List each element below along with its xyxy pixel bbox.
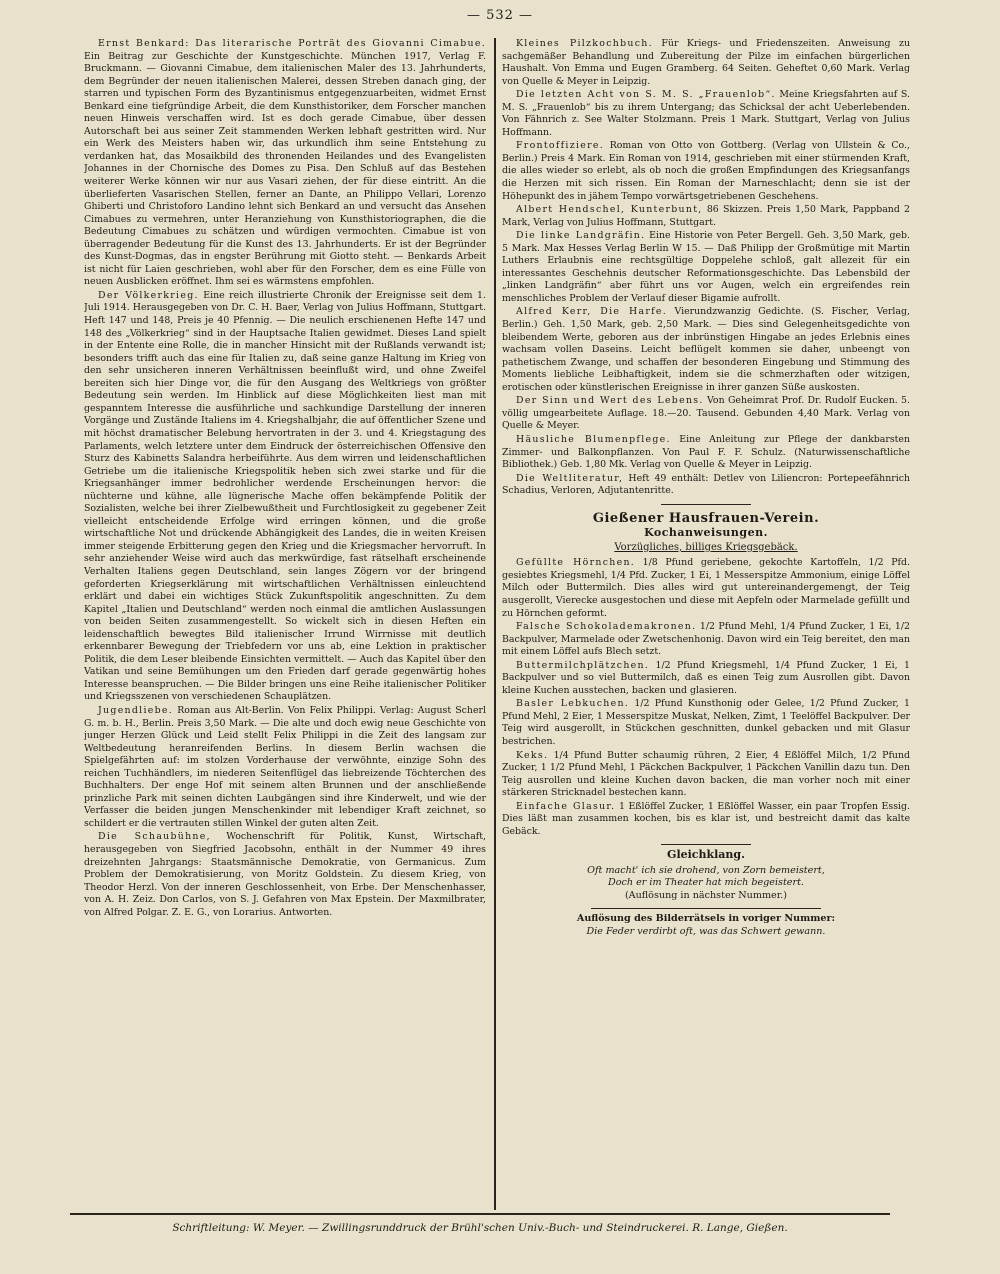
entry-head: Jugendliebe. [98,704,174,716]
recipe-text: 1 Eßlöffel Zucker, 1 Eßlöffel Wasser, ein paar Tropfen Essig. Dies läßt man zusammen kochen, bis es klar ist, und bestreicht damit das kalte Gebäck. [502,800,910,837]
entry-head: Der Völkerkrieg. [98,289,199,301]
entry-head: Alfred Kerr, Die Harfe. [516,306,668,318]
review-entry [84,38,486,289]
page-number: — 532 — [466,8,534,23]
recipe-entry [502,750,910,800]
entry-head: Ernst Benkard: Das literarische Porträt des Giovanni Cimabue. [98,38,486,49]
review-entry [502,434,910,472]
entry-head: Der Sinn und Wert des Lebens. [516,395,704,407]
recipe-head: Falsche Schokolademakronen. [516,621,697,633]
entry-text: Für Kriegs- und Friedenszeiten. Anweisung zu sachgemäßer Behandlung und Zubereitung der Pilze im einfachen bürgerlichen Haushalt. Von Emma und Eugen Gramberg. 64 Seiten. Geheftet 0,60 Mark. Verlag von Quelle & Meyer in Leipzig. [502,38,910,87]
association-subtitle: Kochanweisungen. [644,526,768,540]
recipe-entry [502,801,910,839]
entry-head: Häusliche Blumenpflege. [516,433,671,445]
solution-text: Die Feder verdirbt oft, was das Schwert gewann. [586,926,826,937]
review-entry [502,38,910,88]
recipe-text: 1/2 Pfund Kriegsmehl, 1/4 Pfund Zucker, 1 Ei, 1 Backpulver und so viel Buttermilch, daß es einen Teig zum Ausrollen gibt. Davon kleine Kuchen ausstechen, backen und glasieren. [502,659,910,696]
review-entry [84,290,486,704]
recipe-text: 1/2 Pfund Mehl, 1/4 Pfund Zucker, 1 Ei, 1/2 Backpulver, Marmelade oder Zwetschenhonig. Davon wird ein Teig bereitet, den man mit einem Löffel aufs Blech setzt. [502,621,910,658]
recipes-header: Vorzügliches, billiges Kriegsgebäck. [614,541,798,553]
recipe-text: 1/2 Pfund Kunsthonig oder Gelee, 1/2 Pfund Zucker, 1 Pfund Mehl, 2 Eier, 1 Messerspitze Muskat, Nelken, Zimt, 1 Teelöffel Backpulver. Der Teig wird ausgerollt, in Stückchen geschnitten, dunkel gebacken und mit Glasur bestrichen. [502,698,910,747]
recipe-head: Einfache Glasur. [516,800,616,812]
entry-text: 86 Skizzen. Preis 1,50 Mark, Pappband 2 Mark, Verlag von Julius Hoffmann, Stuttgart. [502,204,910,228]
footer-rule [70,1213,890,1215]
section-rule [661,504,751,505]
entry-text: Ein Beitrag zur Geschichte der Kunstgeschichte. München 1917, Verlag F. Bruckmann. — Giovanni Cimabue, dem italienischen Maler des 13. Jahrhunderts, dem Begründer der neuen italienischen Malerei, dessen Streben danach ging, der starren und typischen Form des Byzantinismus entgegenzuarbeiten, widmet Ernst Benkard eine tiefgründige Arbeit, die dem Kunsthistoriker, dem Forscher manchen neuen Hinweis verschaffen wird. Ist es doch gerade Cimabue, über dessen Autorschaft bei aus seiner Zeit stammenden Werken lebhaft gestritten wird. Nur ein Werk des Meisters haben wir, das urkundlich ihm seine Entstehung zu verdanken hat, das Mosaikbild des thronenden Heilandes und des Evangelisten Johannes in der Chornische des Domes zu Pisa. Den Schluß auf das Bestehen weiterer Werke können wir nur aus Vasari ziehen, der für diese eintritt. An die überlieferten Vasarischen Stellen, ferner an Dante, an Philippo Vellari, Lorenzo Ghiberti und Christoforo Landino lehnt sich Benkard an und versucht das Ansehen Cimabues zu vermehren, unter Heranziehung von Kunsthistoriographen, die die Bedeutung Cimabues zu schätzen und würdigen vermochten. Cimabue ist von überragender Bedeutung für die Kunst des 13. Jahrhunderts. Er ist der Begründer des Kunst-Dogmas, das in engster Berührung mit Giotto steht. — Benkards Arbeit ist nicht für Laien geschrieben, wohl aber für den Forscher, dem es eine Fülle von neuen Ausblicken eröffnet. Ihm sei es wärmstens empfohlen. [84,50,486,288]
entry-head: Die Schaubühne, [98,831,211,843]
entry-text: Eine Historie von Peter Bergell. Geh. 3,50 Mark, geb. 5 Mark. Max Hesses Verlag Berlin W 15. — Daß Philipp der Großmütige mit Martin Luthers Erlaubnis eine rechtsgültige Doppelehe schloß, galt allezeit für ein interessantes Geschehnis deutscher Reformationsgeschichte. Das Lebensbild der „linken Landgräfin“ aber führt uns vor Augen, welch ein ergreifendes rein menschliches Problem der Verlauf dieser Bigamie aufrollt. [502,230,910,304]
recipe-entry [502,660,910,698]
entry-head: Die Weltliteratur, [516,472,624,484]
riddle-line: Doch er im Theater hat mich begeistert. [608,877,804,889]
solution-title: Auflösung des Bilderrätsels in voriger Nummer: [576,913,836,925]
riddle-note: (Auflösung in nächster Nummer.) [624,889,788,901]
review-entry [502,473,910,498]
left-column [84,38,486,1210]
review-entry [502,204,910,229]
column-divider [494,38,496,1210]
section-rule [661,844,751,845]
riddle-line: Oft macht' ich sie drohend, von Zorn bemeistert, [587,864,825,876]
entry-head: Die letzten Acht von S. M. S. „Frauenlob“. [516,89,776,101]
imprint-footer: Schriftleitung: W. Meyer. — Zwillingsrunddruck der Brühl'schen Univ.-Buch- und Steindruckerei. R. Lange, Gießen. [172,1222,788,1234]
entry-text: Eine reich illustrierte Chronik der Ereignisse seit dem 1. Juli 1914. Herausgegeben von Dr. C. H. Baer, Verlag von Julius Hoffmann, Stuttgart. Heft 147 und 148, Preis je 40 Pfennig. — Die neulich erschienenen Hefte 147 und 148 des „Völkerkrieg“ sind in der Hauptsache Italien gewidmet. Dieses Land spielt in der Entente eine Rolle, die in mancher Hinsicht mit der Rußlands verwandt ist; besonders trifft auch das eine für Italien zu, daß seine ganze Haltung im Krieg von den sehr unsicheren inneren Verhältnissen beeinflußt wird, und ohne Zweifel bereiten sich hier Dinge vor, die für den Ausgang des Weltkriegs von größter Bedeutung sein werden. Im Hinblick auf diese Möglichkeiten liest man mit gespanntem Interesse die ausführliche und sachkundige Darstellung der inneren Vorgänge und Zustände Italiens im 4. Kriegshalbjahr, die auf öffentlicher Szene und mit höchst dramatischer Belebung hervortraten in der 3. und 4. Kriegstagung des Parlaments, welch letztere unter dem Eindruck der österreichischen Offensive den Sturz des Kabinetts Salandra herbeiführte. Aus dem wirren und leidenschaftlichen Getriebe um die italienische Kriegspolitik heben sich zwei starke und für die Kriegsanhänger immer bedrohlicher werdende Erscheinungen hervor: die nüchterne und kühne, alle lügnerische Mache offen bekämpfende Politik der Sozialisten, welche bei ihrer Zielbewußtheit und Furchtlosigkeit zu gegebener Zeit vielleicht entscheidende Erfolge wird erringen können, und die große wirtschaftliche Not und drückende Abhängigkeit des Landes, die in weiten Kreisen immer steigende Erbitterung gegen den Krieg und die Kriegsmacher hervorruft. In sehr anziehender Weise wird auch das merkwürdige, fast rätselhaft erscheinende Verhalten Italiens gegen Deutschland, sein langes Zögern vor der bringend geforderten Kriegserklärung mit wirtschaftlichen Verhältnissen einleuchtend erklärt und dabei ein wichtiges Stück Zukunftspolitik angeschnitten. Zu dem Kapitel „Italien und Deutschland“ werden noch einmal die amtlichen Auslassungen von beiden Seiten zusammengestellt. So wickelt sich in diesen Heften ein leidenschaftlich bewegtes Bild italienischer Irrund Wirrnisse mit deutlich erkennbarer Bewegung der Triebfedern vor uns ab, eine Lektion in praktischer Politik, die dem Leser bleibende Einsichten vermittelt. — Auch das Kapitel über den Vatikan und seine Bemühungen um den Frieden darf gerade gegenwärtig hohes Interesse beanspruchen. — Die Bilder bringen uns eine Reihe italienischer Politiker und Kriegsszenen von verschiedenen Schauplätzen. [84,289,486,703]
review-entry [502,140,910,203]
riddle-title: Gleichklang. [667,848,745,862]
review-entry [84,705,486,830]
recipe-text: 1/8 Pfund geriebene, gekochte Kartoffeln, 1/2 Pfd. gesiebtes Kriegsmehl, 1/4 Pfd. Zucker, 1 Ei, 1 Messerspitze Ammonium, einige Löffel Milch oder Buttermilch. Dies alles wird gut untereinandergemengt, der Teig ausgerollt, Vierecke ausgestochen und diese mit Aepfeln oder Marmelade gefüllt und zu Hörnchen geformt. [502,557,910,619]
entry-head: Kleines Pilzkochbuch. [516,38,653,49]
entry-text: Meine Kriegsfahrten auf S. M. S. „Frauenlob“ bis zu ihrem Untergang; das Schicksal der acht Ueberlebenden. Von Fähnrich z. See Walter Stolzmann. Preis 1 Mark. Stuttgart, Verlag von Julius Hoffmann. [502,89,910,138]
review-entry [502,395,910,433]
entry-text: Eine Anleitung zur Pflege der dankbarsten Zimmer- und Balkonpflanzen. Von Paul F. F. Schulz. (Naturwissenschaftliche Bibliothek.) Geb. 1,80 Mk. Verlag von Quelle & Meyer in Leipzig. [502,433,910,471]
entry-text: Vierundzwanzig Gedichte. (S. Fischer, Verlag, Berlin.) Geh. 1,50 Mark, geb. 2,50 Mark. — Dies sind Gelegenheitsgedichte von bleibendem Werte, geboren aus der inbrünstigen Hingabe an jedes Erlebnis eines wachsam vollen Daseins. Leicht beflügelt kommen sie daher, unbeengt von pathetischem Zwange, und schaffen der besonderen Eingebung und Stimmung des Moments liebliche Leibhaftigkeit, indem sie die schmerzhaften oder witzigen, erotischen oder künstlerischen Ereignisse in ihrer ganzen Süße auskosten. [502,306,910,393]
review-entry [502,89,910,139]
review-entry [84,831,486,919]
recipe-entry [502,698,910,748]
entry-text: Roman von Otto von Gottberg. (Verlag von Ullstein & Co., Berlin.) Preis 4 Mark. Ein Roman von 1914, geschrieben mit einer stürmenden Kraft, die alles wieder so erlebt, als ob noch die großen Empfindungen des Kriegsanfangs die Herzen mit sich rissen. Ein Roman der Marneschlacht; denn sie ist der Höhepunkt des in jähem Tempo vorwärtsgetriebenen Geschehens. [502,140,910,202]
entry-head: Albert Hendschel, Kunterbunt, [516,204,703,216]
entry-head: Frontoffiziere. [516,140,605,152]
entry-text: Von Geheimrat Prof. Dr. Rudolf Eucken. 5. völlig umgearbeitete Auflage. 18.—20. Tausend. Gebunden 4,40 Mark. Verlag von Quelle & Meyer. [502,395,910,432]
recipe-text: 1/4 Pfund Butter schaumig rühren, 2 Eier, 4 Eßlöffel Milch, 1/2 Pfund Zucker, 1 1/2 Pfund Mehl, 1 Päckchen Backpulver, 1 Päckchen Vanillin dazu tun. Den Teig ausrollen und kleine Kuchen davon backen, die man vorher noch mit einer stärkeren Stricknadel bestechen kann. [502,749,910,799]
recipe-head: Basler Lebkuchen. [516,698,630,710]
entry-head: Die linke Landgräfin. [516,230,646,242]
entry-text: Wochenschrift für Politik, Kunst, Wirtschaft, herausgegeben von Siegfried Jacobsohn, enthält in der Nummer 49 ihres dreizehnten Jahrgangs: Staatsmännische Demokratie, von Germanicus. Zum Problem der Demokratisierung, von Moritz Goldstein. Zu diesem Krieg, von Theodor Herzl. Von der inneren Geschlossenheit, von Erbe. Der Menschenhasser, von A. H. Zeiz. Don Carlos, von S. J. Gefahren von Max Epstein. Der Maxmilbrater, von Alfred Polgar. Z. E. G., von Lorarius. Antworten. [84,831,486,918]
right-column [502,38,910,1210]
review-entry [502,230,910,305]
recipe-entry [502,621,910,659]
recipe-entry [502,557,910,620]
association-title: Gießener Hausfrauen-Verein. [592,510,820,526]
recipe-head: Buttermilchplätzchen. [516,659,650,671]
review-entry [502,306,910,394]
recipe-head: Gefüllte Hörnchen. [516,557,636,569]
entry-text: Roman aus Alt-Berlin. Von Felix Philippi. Verlag: August Scherl G. m. b. H., Berlin. Preis 3,50 Mark. — Die alte und doch ewig neue Geschichte von junger Herzen Glück und Leid stellt Felix Philippi in die Zeit des langsam zur Weltbedeutung heranreifenden Berlins. In diesem Berlin wachsen die Spielgefährten auf: im stolzen Vorderhause der verwöhnte, einzige Sohn des reichen Tuchhändlers, im niederen Seitenflügel das liebreizende Töchterchen des Buchhalters. Der enge Hof mit seinem alten Brunnen und der anschließende prinzliche Park mit seinen dichten Laubgängen sind ihre Kinderwelt, und wie der Verfasser die beiden jungen Menschenkinder mit lebendiger Kraft zeichnet, so schildert er die vertrauten stillen Winkel der guten alten Zeit. [84,704,486,829]
section-rule [591,908,821,909]
recipe-head: Keks. [516,749,549,761]
entry-text: Heft 49 enthält: Detlev von Liliencron: Portepeefähnrich Schadius, Verloren, Adjutantenritte. [502,472,910,497]
